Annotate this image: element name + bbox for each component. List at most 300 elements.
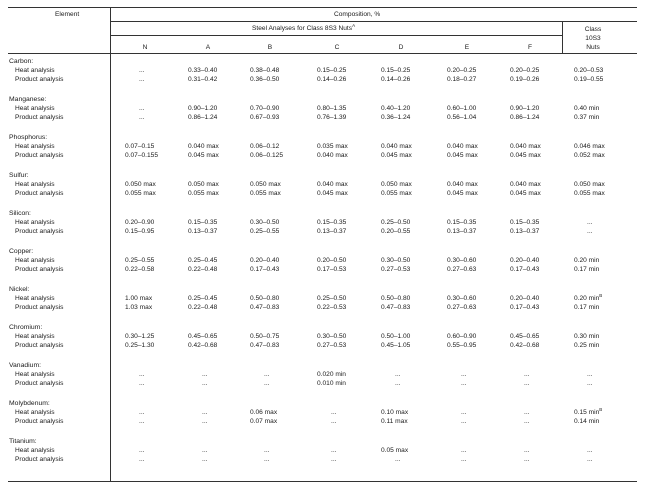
cell-value: 0.50–0.80 <box>381 295 411 302</box>
cell-value: 0.045 max <box>447 189 478 197</box>
cell-value: 0.11 max <box>381 417 408 425</box>
cell-value: 0.45–0.65 <box>188 333 218 340</box>
table-cell <box>574 418 599 426</box>
cell-value: 0.040 max <box>381 143 412 150</box>
cell-value: 0.20–0.40 <box>510 295 540 302</box>
table-cell <box>510 143 541 151</box>
table-cell <box>188 304 217 312</box>
table-cell <box>510 190 541 198</box>
table-cell <box>447 266 476 274</box>
cell-value: 0.045 max <box>317 189 348 197</box>
table-cell <box>250 105 279 113</box>
cell-value: ... <box>202 417 208 425</box>
analysis-row-label: Heat analysis <box>15 67 55 74</box>
table-cell <box>510 152 541 160</box>
cell-value: 0.25–0.45 <box>188 295 218 302</box>
cell-value: 0.50–1.00 <box>381 333 411 340</box>
cell-value: ... <box>461 455 467 463</box>
table-cell <box>447 143 478 151</box>
cell-value: 0.14–0.26 <box>381 75 411 83</box>
cell-value: ... <box>139 417 145 425</box>
analysis-row-label: Heat analysis <box>15 333 55 340</box>
table-cell <box>188 257 217 265</box>
table-cell <box>250 228 279 236</box>
table-cell <box>125 342 154 350</box>
table-cell <box>317 266 346 274</box>
cell-value: ... <box>524 447 530 454</box>
analysis-row-label: Heat analysis <box>15 257 55 264</box>
column-header: F <box>527 44 533 51</box>
table-cell <box>317 67 346 75</box>
footnote-a-marker: A <box>352 22 356 28</box>
cell-value: ... <box>587 219 593 226</box>
table-cell <box>381 304 410 312</box>
column-header: C <box>334 44 340 51</box>
cell-value: 1.03 max <box>125 303 153 311</box>
class-header-line1: Class <box>584 26 602 33</box>
table-cell <box>250 333 279 341</box>
table-cell <box>250 76 279 84</box>
table-cell <box>524 447 530 455</box>
cell-value: 0.17–0.53 <box>317 265 347 273</box>
cell-value: 0.045 max <box>510 189 541 197</box>
cell-value: ... <box>461 409 467 416</box>
cell-value: ... <box>461 379 467 387</box>
cell-value: 0.040 max <box>510 143 541 150</box>
cell-value: ... <box>587 371 593 378</box>
table-cell <box>317 114 346 122</box>
table-cell <box>317 342 346 350</box>
table-cell <box>125 152 158 160</box>
cell-value: ... <box>461 417 467 425</box>
table-cell <box>510 266 539 274</box>
cell-value: ... <box>139 371 145 378</box>
cell-value: ... <box>524 417 530 425</box>
element-header: Element <box>55 11 80 18</box>
cell-value: ... <box>139 379 145 387</box>
cell-value: 0.050 max <box>188 181 219 188</box>
cell-value: 0.15–0.35 <box>317 219 347 226</box>
analysis-row-label: Heat analysis <box>15 295 55 302</box>
cell-value: ... <box>139 409 145 416</box>
table-cell <box>317 371 346 379</box>
table-cell <box>250 152 283 160</box>
table-cell <box>188 295 217 303</box>
table-cell <box>250 418 277 426</box>
table-cell <box>574 292 603 303</box>
footnote-b-marker: B <box>599 406 603 412</box>
cell-value: 0.47–0.83 <box>250 303 280 311</box>
cell-value: 0.20–0.53 <box>574 67 604 74</box>
analysis-row-label: Product analysis <box>15 417 64 425</box>
composition-header: Composition, % <box>334 11 381 18</box>
cell-value: 0.86–1.24 <box>188 113 218 121</box>
table-cell <box>125 295 152 303</box>
cell-value: ... <box>202 379 208 387</box>
table-cell <box>250 219 279 227</box>
footnote-b-marker: B <box>599 292 603 298</box>
cell-value: ... <box>331 417 337 425</box>
cell-value: 0.37 min <box>574 113 600 121</box>
cell-value: 0.45–1.05 <box>381 341 411 349</box>
analysis-row-label: Heat analysis <box>15 143 55 150</box>
cell-value: 0.13–0.37 <box>510 227 540 235</box>
cell-value: 0.30 min <box>574 333 600 340</box>
cell-value: 0.25–0.55 <box>125 257 155 264</box>
analysis-row-label: Product analysis <box>15 151 64 159</box>
table-cell <box>317 295 346 303</box>
table-cell <box>510 304 539 312</box>
cell-value: 0.30–1.25 <box>125 333 155 340</box>
table-cell <box>447 152 478 160</box>
table-cell <box>510 67 539 75</box>
column-header: D <box>398 44 404 51</box>
table-cell <box>250 143 279 151</box>
analysis-row-label: Heat analysis <box>15 181 55 188</box>
analysis-row-label: Heat analysis <box>15 409 55 416</box>
table-cell <box>524 409 530 417</box>
table-cell <box>381 257 410 265</box>
table-cell <box>381 418 408 426</box>
table-cell <box>317 333 346 341</box>
table-cell <box>250 67 279 75</box>
analysis-row-label: Heat analysis <box>15 219 55 226</box>
cell-value: 0.19–0.55 <box>574 75 604 83</box>
cell-value: ... <box>202 371 208 378</box>
table-cell <box>202 456 208 464</box>
table-cell <box>139 371 145 379</box>
cell-value: 0.42–0.68 <box>188 341 218 349</box>
cell-value: 0.15 min <box>574 409 600 416</box>
table-cell <box>139 380 145 388</box>
table-cell <box>250 266 279 274</box>
analysis-row-label: Product analysis <box>15 303 64 311</box>
cell-value: 0.14–0.26 <box>317 75 347 83</box>
cell-value: 0.040 max <box>188 143 219 150</box>
cell-value: 0.055 max <box>125 189 156 197</box>
table-cell <box>461 371 467 379</box>
cell-value: ... <box>395 455 401 463</box>
table-cell <box>139 105 145 113</box>
cell-value: 0.20–0.40 <box>510 257 540 264</box>
cell-value: ... <box>139 113 145 121</box>
cell-value: 0.040 max <box>510 181 541 188</box>
table-cell <box>510 114 539 122</box>
table-cell <box>139 76 145 84</box>
table-cell <box>250 304 279 312</box>
cell-value: ... <box>139 75 145 83</box>
table-cell <box>202 447 208 455</box>
analysis-row-label: Product analysis <box>15 455 64 463</box>
table-cell <box>331 409 337 417</box>
column-header: B <box>267 44 273 51</box>
table-cell <box>574 406 603 417</box>
steel-analyses-label: Steel Analyses for Class 8S3 Nuts <box>252 25 353 32</box>
table-cell <box>510 181 541 189</box>
cell-value: 0.30–0.50 <box>317 333 347 340</box>
table-cell <box>574 190 605 198</box>
cell-value: 0.10 max <box>381 409 409 416</box>
cell-value: 0.22–0.48 <box>188 303 218 311</box>
element-group-name: Sulfur: <box>9 172 29 179</box>
table-cell <box>587 371 593 379</box>
table-cell <box>574 114 599 122</box>
table-cell <box>461 409 467 417</box>
cell-value: 0.25–0.50 <box>317 295 347 302</box>
cell-value: ... <box>264 447 270 454</box>
cell-value: 0.86–1.24 <box>510 113 540 121</box>
table-cell <box>202 380 208 388</box>
table-cell <box>381 190 412 198</box>
bottom-rule <box>8 481 637 482</box>
table-cell <box>264 371 270 379</box>
cell-value: 0.050 max <box>381 181 412 188</box>
element-group-name: Phosphorus: <box>9 134 48 141</box>
cell-value: 0.36–1.24 <box>381 113 411 121</box>
cell-value: 0.50–0.80 <box>250 295 280 302</box>
table-cell <box>125 304 152 312</box>
table-cell <box>447 105 476 113</box>
column-header: A <box>205 44 211 51</box>
table-cell <box>125 190 156 198</box>
cell-value: 0.40 min <box>574 105 600 112</box>
element-group-name: Nickel: <box>9 286 30 293</box>
table-cell <box>317 152 348 160</box>
table-cell <box>381 67 410 75</box>
table-cell <box>574 257 599 265</box>
cell-value: 0.70–0.90 <box>250 105 280 112</box>
table-cell <box>250 409 277 417</box>
cell-value: 0.045 max <box>510 151 541 159</box>
cell-value: 0.15–0.35 <box>188 219 218 226</box>
cell-value: 0.50–0.75 <box>250 333 280 340</box>
cell-value: 0.06–0.12 <box>250 143 280 150</box>
table-cell <box>264 447 270 455</box>
table-cell <box>317 219 346 227</box>
cell-value: 0.42–0.68 <box>510 341 540 349</box>
table-cell <box>381 181 412 189</box>
table-cell <box>188 342 217 350</box>
cell-value: 0.25–0.55 <box>250 227 280 235</box>
cell-value: 0.055 max <box>381 189 412 197</box>
table-cell <box>139 409 145 417</box>
table-cell <box>139 456 145 464</box>
table-cell <box>125 219 154 227</box>
analysis-row-label: Heat analysis <box>15 105 55 112</box>
table-cell <box>188 152 219 160</box>
table-cell <box>574 76 603 84</box>
table-cell <box>447 257 476 265</box>
table-cell <box>250 342 279 350</box>
cell-value: 0.17–0.43 <box>510 265 540 273</box>
table-cell <box>510 257 539 265</box>
steel-rule <box>110 35 562 36</box>
cell-value: ... <box>202 455 208 463</box>
table-cell <box>381 333 410 341</box>
cell-value: 0.47–0.83 <box>381 303 411 311</box>
cell-value: 0.14 min <box>574 417 600 425</box>
table-cell <box>510 76 539 84</box>
table-cell <box>317 228 346 236</box>
table-cell <box>447 67 476 75</box>
column-header: N <box>142 44 148 51</box>
cell-value: ... <box>264 371 270 378</box>
cell-value: 0.25 min <box>574 341 600 349</box>
cell-value: 0.20–0.90 <box>125 219 155 226</box>
table-cell <box>447 295 476 303</box>
cell-value: 0.040 max <box>317 151 348 159</box>
element-divider <box>110 7 111 481</box>
cell-value: 0.22–0.58 <box>125 265 155 273</box>
table-cell <box>250 190 281 198</box>
cell-value: 0.30–0.50 <box>381 257 411 264</box>
cell-value: 0.20–0.25 <box>447 67 477 74</box>
table-cell <box>202 418 208 426</box>
cell-value: 0.06 max <box>250 409 278 416</box>
cell-value: 0.36–0.50 <box>250 75 280 83</box>
table-cell <box>125 181 156 189</box>
cell-value: ... <box>202 447 208 454</box>
table-cell <box>331 456 337 464</box>
table-cell <box>574 67 603 75</box>
table-cell <box>188 219 217 227</box>
cell-value: 0.27–0.63 <box>447 303 477 311</box>
analysis-row-label: Product analysis <box>15 341 64 349</box>
table-cell <box>461 447 467 455</box>
cell-value: 0.20–0.50 <box>317 257 347 264</box>
cell-value: 0.67–0.93 <box>250 113 280 121</box>
table-cell <box>250 181 281 189</box>
cell-value: 0.55–0.95 <box>447 341 477 349</box>
table-cell <box>381 228 410 236</box>
table-cell <box>524 380 530 388</box>
table-cell <box>188 105 217 113</box>
table-cell <box>574 143 605 151</box>
table-cell <box>587 380 593 388</box>
cell-value: ... <box>139 105 145 112</box>
table-cell <box>250 257 279 265</box>
cell-value: 0.13–0.37 <box>317 227 347 235</box>
table-cell <box>447 304 476 312</box>
analysis-row-label: Heat analysis <box>15 447 55 454</box>
table-cell <box>202 409 208 417</box>
cell-value: 0.06–0.125 <box>250 151 284 159</box>
table-cell <box>461 418 467 426</box>
table-cell <box>587 447 593 455</box>
class-divider <box>562 21 563 53</box>
cell-value: 0.19–0.26 <box>510 75 540 83</box>
element-group-name: Titanium: <box>9 438 37 445</box>
cell-value: 0.010 min <box>317 379 346 387</box>
table-cell <box>447 342 476 350</box>
table-cell <box>317 76 346 84</box>
cell-value: 0.22–0.53 <box>317 303 347 311</box>
table-cell <box>510 295 539 303</box>
cell-value: 0.30–0.60 <box>447 257 477 264</box>
table-cell <box>395 380 401 388</box>
table-cell <box>139 447 145 455</box>
table-cell <box>188 143 219 151</box>
table-cell <box>587 228 593 236</box>
cell-value: 0.25–1.30 <box>125 341 155 349</box>
table-cell <box>381 295 410 303</box>
cell-value: 0.38–0.48 <box>250 67 280 74</box>
cell-value: ... <box>395 379 401 387</box>
table-cell <box>587 219 593 227</box>
cell-value: 0.30–0.60 <box>447 295 477 302</box>
table-cell <box>139 418 145 426</box>
table-cell <box>524 418 530 426</box>
table-cell <box>139 67 145 75</box>
cell-value: 0.052 max <box>574 151 605 159</box>
cell-value: ... <box>524 409 530 416</box>
table-cell <box>188 181 219 189</box>
cell-value: 0.055 max <box>188 189 219 197</box>
cell-value: 0.30–0.50 <box>250 219 280 226</box>
cell-value: 0.15–0.25 <box>381 67 411 74</box>
cell-value: ... <box>524 371 530 378</box>
cell-value: 0.045 max <box>447 151 478 159</box>
analysis-row-label: Product analysis <box>15 189 64 197</box>
analysis-row-label: Product analysis <box>15 113 64 121</box>
table-cell <box>264 456 270 464</box>
cell-value: 0.45–0.65 <box>510 333 540 340</box>
table-cell <box>264 380 270 388</box>
top-rule <box>8 7 637 8</box>
table-cell <box>188 266 217 274</box>
table-cell <box>317 190 348 198</box>
cell-value: 0.17–0.43 <box>250 265 280 273</box>
header-bottom-rule <box>8 53 637 54</box>
cell-value: 0.07 max <box>250 417 278 425</box>
cell-value: 0.050 max <box>250 181 281 188</box>
table-cell <box>574 304 599 312</box>
cell-value: 0.050 max <box>574 181 605 188</box>
table-cell <box>574 342 599 350</box>
cell-value: 0.60–0.90 <box>447 333 477 340</box>
analysis-row-label: Product analysis <box>15 75 64 83</box>
table-cell <box>250 295 279 303</box>
table-cell <box>381 342 410 350</box>
cell-value: 0.90–1.20 <box>510 105 540 112</box>
element-group-name: Manganese: <box>9 96 47 103</box>
table-cell <box>317 304 346 312</box>
table-cell <box>317 143 348 151</box>
cell-value: 0.07–0.15 <box>125 143 155 150</box>
table-cell <box>381 409 408 417</box>
table-cell <box>317 380 346 388</box>
cell-value: 0.05 max <box>381 447 409 454</box>
cell-value: ... <box>264 379 270 387</box>
cell-value: ... <box>264 455 270 463</box>
cell-value: 0.15–0.95 <box>125 227 155 235</box>
cell-value: 0.040 max <box>447 143 478 150</box>
column-header: E <box>464 44 470 51</box>
cell-value: 0.046 max <box>574 143 605 150</box>
cell-value: 0.050 max <box>125 181 156 188</box>
element-group-name: Chromium: <box>9 324 43 331</box>
table-cell <box>574 105 599 113</box>
table-cell <box>381 219 410 227</box>
element-group-name: Copper: <box>9 248 34 255</box>
cell-value: 0.90–1.20 <box>188 105 218 112</box>
table-cell <box>317 181 348 189</box>
table-cell <box>331 418 337 426</box>
cell-value: 0.040 max <box>447 181 478 188</box>
table-cell <box>447 219 476 227</box>
element-group-name: Carbon: <box>9 58 34 65</box>
table-cell <box>250 114 279 122</box>
